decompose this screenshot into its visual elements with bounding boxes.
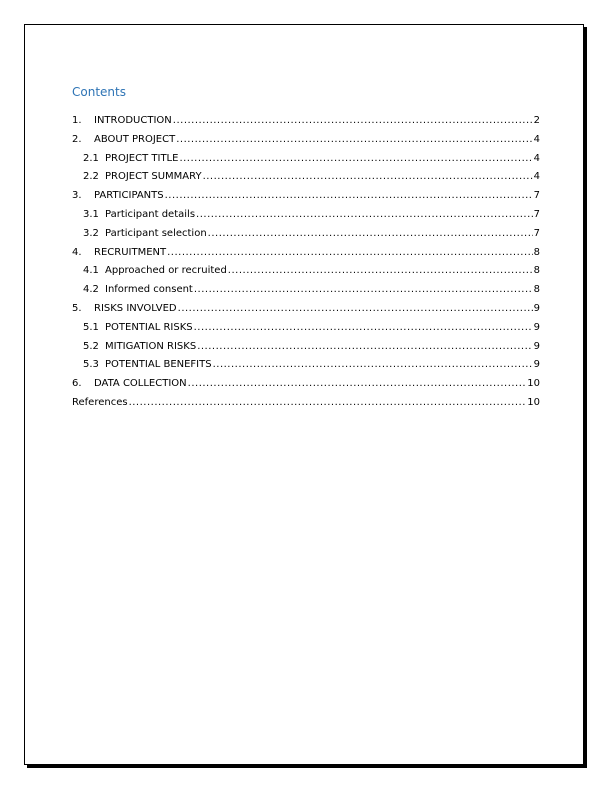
toc-entry-page: 8 <box>533 265 540 277</box>
toc-entry-label: Informed consent <box>105 284 193 296</box>
toc-entry-number: 2.1 <box>83 152 99 164</box>
toc-entry-number: 4.1 <box>83 265 99 277</box>
dot-leader <box>213 356 533 375</box>
table-of-contents <box>72 83 540 413</box>
toc-entry-number: 5.1 <box>83 321 99 333</box>
toc-entry-informed-consent[interactable] <box>72 281 540 300</box>
toc-entry-potential-risks[interactable] <box>72 319 540 338</box>
toc-entry-label: POTENTIAL RISKS <box>105 321 193 333</box>
toc-entry-label: PARTICIPANTS <box>94 190 164 202</box>
toc-entry-label: RECRUITMENT <box>94 246 167 258</box>
dot-leader <box>173 112 533 131</box>
toc-entry-number: 3.1 <box>83 208 99 220</box>
dot-leader <box>188 375 527 394</box>
toc-entry-label: MITIGATION RISKS <box>105 340 197 352</box>
toc-entry-number: 4. <box>72 246 82 258</box>
toc-entry-page: 10 <box>527 378 540 390</box>
toc-entry-number: 2. <box>72 133 82 145</box>
toc-entry-page: 9 <box>533 340 540 352</box>
toc-entry-references[interactable] <box>72 394 540 413</box>
toc-entry-recruitment[interactable] <box>72 244 540 263</box>
toc-entry-number: 3. <box>72 190 82 202</box>
toc-entry-number: 6. <box>72 378 82 390</box>
toc-entry-number: 5.3 <box>83 359 99 371</box>
toc-entry-label: Approached or recruited <box>105 265 227 277</box>
dot-leader <box>197 338 532 357</box>
toc-entry-number: 3.2 <box>83 227 99 239</box>
toc-entry-page: 8 <box>533 284 540 296</box>
toc-entry-number: 5.2 <box>83 340 99 352</box>
toc-entry-page: 9 <box>533 302 540 314</box>
document-page <box>24 24 584 765</box>
toc-entry-page: 9 <box>533 359 540 371</box>
toc-entry-page: 7 <box>533 190 540 202</box>
toc-entry-label: RISKS INVOLVED <box>94 302 177 314</box>
dot-leader <box>176 131 532 150</box>
toc-entry-risks-involved[interactable] <box>72 300 540 319</box>
toc-entry-page: 8 <box>533 246 540 258</box>
dot-leader <box>208 225 533 244</box>
toc-entry-participant-selection[interactable] <box>72 225 540 244</box>
dot-leader <box>129 394 527 413</box>
dot-leader <box>228 262 533 281</box>
toc-entry-page: 2 <box>533 115 540 126</box>
dot-leader <box>179 150 532 169</box>
toc-entry-participants[interactable] <box>72 187 540 206</box>
toc-entry-page: 7 <box>533 227 540 239</box>
toc-entry-page: 4 <box>533 152 540 164</box>
toc-entry-page: 7 <box>533 208 540 220</box>
toc-entry-label: PROJECT TITLE <box>105 152 179 164</box>
dot-leader <box>165 187 533 206</box>
toc-entry-page: 9 <box>533 321 540 333</box>
toc-entry-mitigation-risks[interactable] <box>72 338 540 357</box>
toc-entry-approached-or-recruited[interactable] <box>72 262 540 281</box>
toc-entry-label: DATA COLLECTION <box>94 378 187 390</box>
toc-entry-number: 5. <box>72 302 82 314</box>
toc-entry-project-title[interactable] <box>72 150 540 169</box>
dot-leader <box>194 319 533 338</box>
toc-entry-participant-details[interactable] <box>72 206 540 225</box>
toc-entry-label: INTRODUCTION <box>94 115 172 126</box>
dot-leader <box>203 168 533 187</box>
toc-heading: Contents <box>72 85 126 99</box>
toc-entry-label: References <box>72 396 128 408</box>
dot-leader <box>167 244 533 263</box>
dot-leader <box>196 206 533 225</box>
toc-entry-number: 2.2 <box>83 171 99 183</box>
toc-entry-page: 4 <box>533 133 540 145</box>
dot-leader <box>194 281 533 300</box>
toc-entry-label: PROJECT SUMMARY <box>105 171 202 183</box>
toc-entry-project-summary[interactable] <box>72 168 540 187</box>
toc-entry-page: 4 <box>533 171 540 183</box>
toc-entry-label: POTENTIAL BENEFITS <box>105 359 212 371</box>
toc-entry-data-collection[interactable] <box>72 375 540 394</box>
toc-entry-potential-benefits[interactable] <box>72 356 540 375</box>
toc-entry-label: ABOUT PROJECT <box>94 133 176 145</box>
toc-entry-number: 1. <box>72 115 82 126</box>
toc-entry-label: Participant selection <box>105 227 207 239</box>
toc-entry-page: 10 <box>527 396 540 408</box>
dot-leader <box>178 300 533 319</box>
toc-entry-about-project[interactable] <box>72 131 540 150</box>
toc-entry-introduction[interactable] <box>72 112 540 131</box>
toc-entry-label: Participant details <box>105 208 196 220</box>
toc-entry-number: 4.2 <box>83 284 99 296</box>
